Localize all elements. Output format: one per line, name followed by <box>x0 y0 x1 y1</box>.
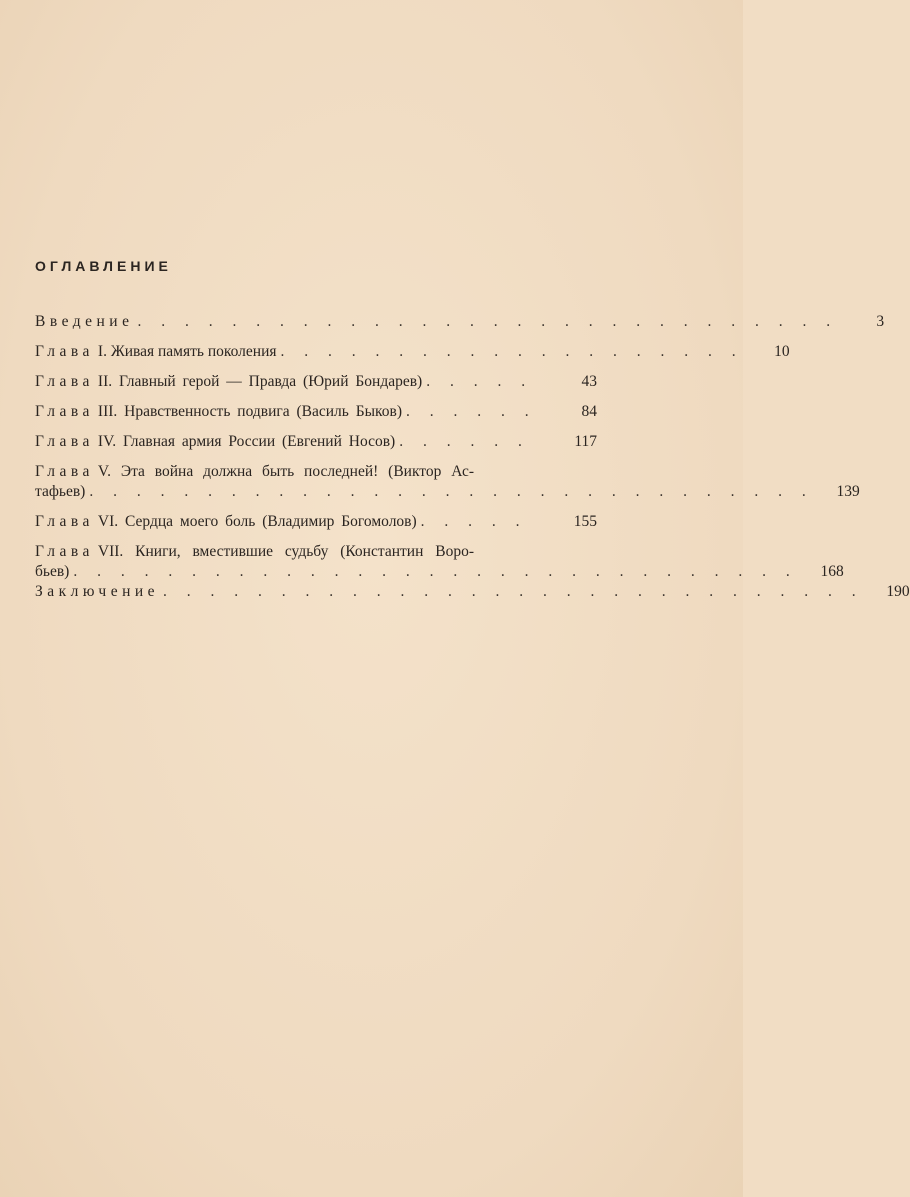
entry-page-number: 168 <box>820 563 844 580</box>
toc-entry-introduction[interactable] <box>35 312 885 332</box>
dot-leader: . . . . . . . . . . . . . . . . . . . . <box>280 343 744 360</box>
toc-entry-chapter-1[interactable] <box>35 342 790 362</box>
toc-entry-chapter-3[interactable] <box>35 402 597 422</box>
entry-prefix: Глава <box>35 403 94 420</box>
entry-page-number: 190 <box>886 583 910 600</box>
toc-entry-chapter-5[interactable] <box>35 462 860 502</box>
entry-page-number: 155 <box>573 513 597 530</box>
entry-title: III. Нравственность подвига (Василь Быков) <box>97 403 403 420</box>
entry-title-line-1: VII. Книги, вместившие судьбу (Константин Воро- <box>97 543 474 560</box>
entry-prefix: Глава <box>35 433 94 450</box>
toc-entry-chapter-2[interactable] <box>35 372 597 392</box>
dot-leader: . . . . . . <box>399 433 530 450</box>
entry-page-number: 43 <box>581 373 597 390</box>
entry-title-line-1: V. Эта война должна быть последней! (Виктор Ас- <box>97 463 475 480</box>
entry-prefix: Глава <box>35 463 94 480</box>
entry-title-line-2: бьев) <box>35 563 70 580</box>
entry-prefix: Глава <box>35 513 94 530</box>
dot-leader: . . . . . . . . . . . . . . . . . . . . . . . . . . . . . . . <box>89 483 814 500</box>
toc-heading: ОГЛАВЛЕНИЕ <box>35 258 172 274</box>
dot-leader: . . . . . . . . . . . . . . . . . . . . . . . . . . . . . . . <box>73 563 798 580</box>
entry-title: I. Живая память поколения <box>97 343 277 360</box>
entry-prefix: Глава <box>35 543 94 560</box>
entry-prefix: Глава <box>35 343 94 360</box>
entry-page-number: 117 <box>574 433 597 450</box>
entry-title: IV. Главная армия России (Евгений Носов) <box>97 433 396 450</box>
entry-page-number: 139 <box>836 483 860 500</box>
toc-entry-conclusion[interactable] <box>35 582 910 602</box>
dot-leader: . . . . . . . . . . . . . . . . . . . . . . . . . . . . . . <box>137 313 839 330</box>
entry-title: VI. Сердца моего боль (Владимир Богомолов) <box>97 513 417 530</box>
entry-prefix: Глава <box>35 373 94 390</box>
dot-leader: . . . . . . <box>406 403 537 420</box>
entry-prefix: Заключение <box>35 583 160 600</box>
entry-prefix: Введение <box>35 313 134 330</box>
toc-entry-chapter-4[interactable] <box>35 432 597 452</box>
entry-title: II. Главный герой — Правда (Юрий Бондарев) <box>97 373 423 390</box>
dot-leader: . . . . . <box>420 513 528 530</box>
entry-page-number: 3 <box>876 313 885 330</box>
table-of-contents <box>35 312 910 612</box>
entry-page-number: 10 <box>774 343 790 360</box>
toc-entry-chapter-7[interactable] <box>35 542 844 582</box>
toc-entry-chapter-6[interactable] <box>35 512 597 532</box>
dot-leader: . . . . . <box>426 373 534 390</box>
dot-leader: . . . . . . . . . . . . . . . . . . . . . . . . . . . . . . <box>163 583 864 600</box>
entry-page-number: 84 <box>581 403 597 420</box>
entry-title-line-2: тафьев) <box>35 483 86 500</box>
